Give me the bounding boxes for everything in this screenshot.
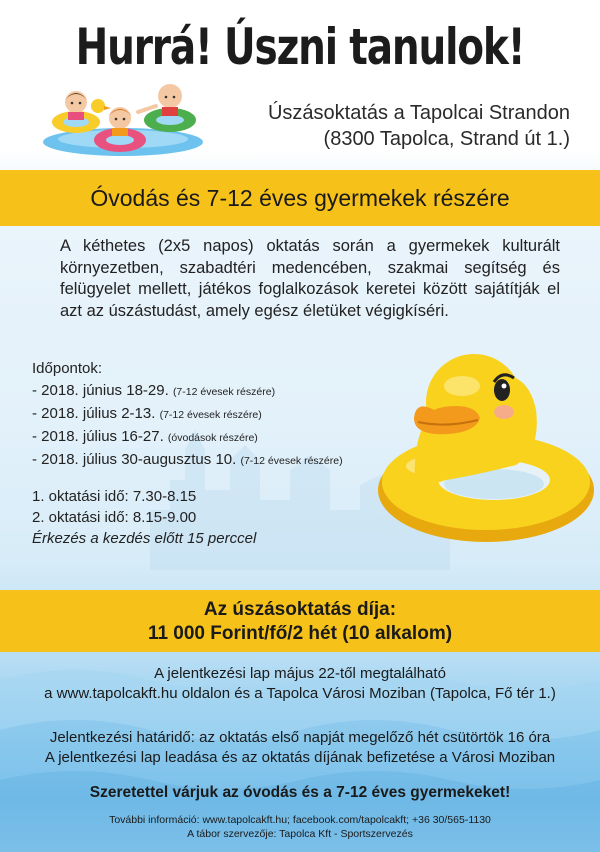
audience-band: Óvodás és 7-12 éves gyermekek részére: [0, 170, 600, 226]
deadline-line-1: Jelentkezési határidő: az oktatás első napját megelőző hét csütörtök 16 óra: [49, 729, 551, 746]
schedule-item: [32, 380, 392, 403]
schedule-list: [32, 358, 392, 472]
location-line-1: Úszásoktatás a Tapolcai Strandon: [267, 102, 570, 124]
intro-paragraph: A kéthetes (2x5 napos) oktatás során a gyermekek kulturált környezetben, szabadtéri medencében, szakmai segítség és felügyelet mellett, játékos foglalkozások keretei között sajátítják el azt az úszástudást, amely egész életüket végigkíséri.: [60, 237, 560, 320]
lesson-time-second: 2. oktatási idő: 8.15-9.00: [32, 509, 197, 526]
location-line-2: (8300 Tapolca, Strand út 1.): [323, 128, 570, 150]
schedule-item: [32, 403, 392, 426]
footer-contact: További információ: www.tapolcakft.hu; facebook.com/tapolcakft; +36 30/565-1130: [109, 814, 491, 826]
swimming-kids-illustration: [38, 72, 208, 162]
footer-organizer: A tábor szervezője: Tapolca Kft - Sportszervezés: [187, 828, 413, 840]
price-heading: Az úszásoktatás díja:: [203, 599, 397, 620]
schedule-date: - 2018. július 2-13.: [32, 405, 156, 422]
deadline-info: [0, 728, 600, 768]
schedule-date: - 2018. július 30-augusztus 10.: [32, 451, 237, 468]
registration-line-2: a www.tapolcakft.hu oldalon és a Tapolca Városi Moziban (Tapolca, Fő tér 1.): [44, 685, 556, 702]
lesson-time-first: 1. oktatási idő: 7.30-8.15: [32, 488, 197, 505]
schedule-date: - 2018. július 16-27.: [32, 428, 164, 445]
deadline-line-2: A jelentkezési lap leadása és az oktatás díjának befizetése a Városi Moziban: [44, 749, 556, 766]
registration-line-1: A jelentkezési lap május 22-től megtalálható: [154, 665, 446, 682]
schedule-heading: Időpontok:: [32, 360, 103, 377]
price-amount: 11 000 Forint/fő/2 hét (10 alkalom): [147, 623, 453, 644]
schedule-item: [32, 449, 392, 472]
arrival-note: Érkezés a kezdés előtt 15 perccel: [32, 530, 257, 547]
schedule-note: (7-12 évesek részére): [240, 455, 343, 467]
footer: [0, 813, 600, 841]
schedule-note: (7-12 évesek részére): [172, 386, 276, 398]
schedule-item: [32, 426, 392, 449]
price-band: [0, 590, 600, 652]
schedule-note: (7-12 évesek részére): [159, 409, 262, 421]
location-block: [268, 100, 570, 152]
welcome-message: Szeretettel várjuk az óvodás és a 7-12 éves gyermekeket!: [89, 784, 511, 801]
page-title: Hurrá! Úszni tanulok!: [75, 18, 525, 76]
schedule-date: - 2018. június 18-29.: [32, 382, 169, 399]
rubber-duck-ring-illustration: [376, 340, 596, 550]
registration-info: [0, 664, 600, 704]
lesson-times: [32, 486, 352, 549]
schedule-note: (óvodások részére): [167, 432, 258, 444]
